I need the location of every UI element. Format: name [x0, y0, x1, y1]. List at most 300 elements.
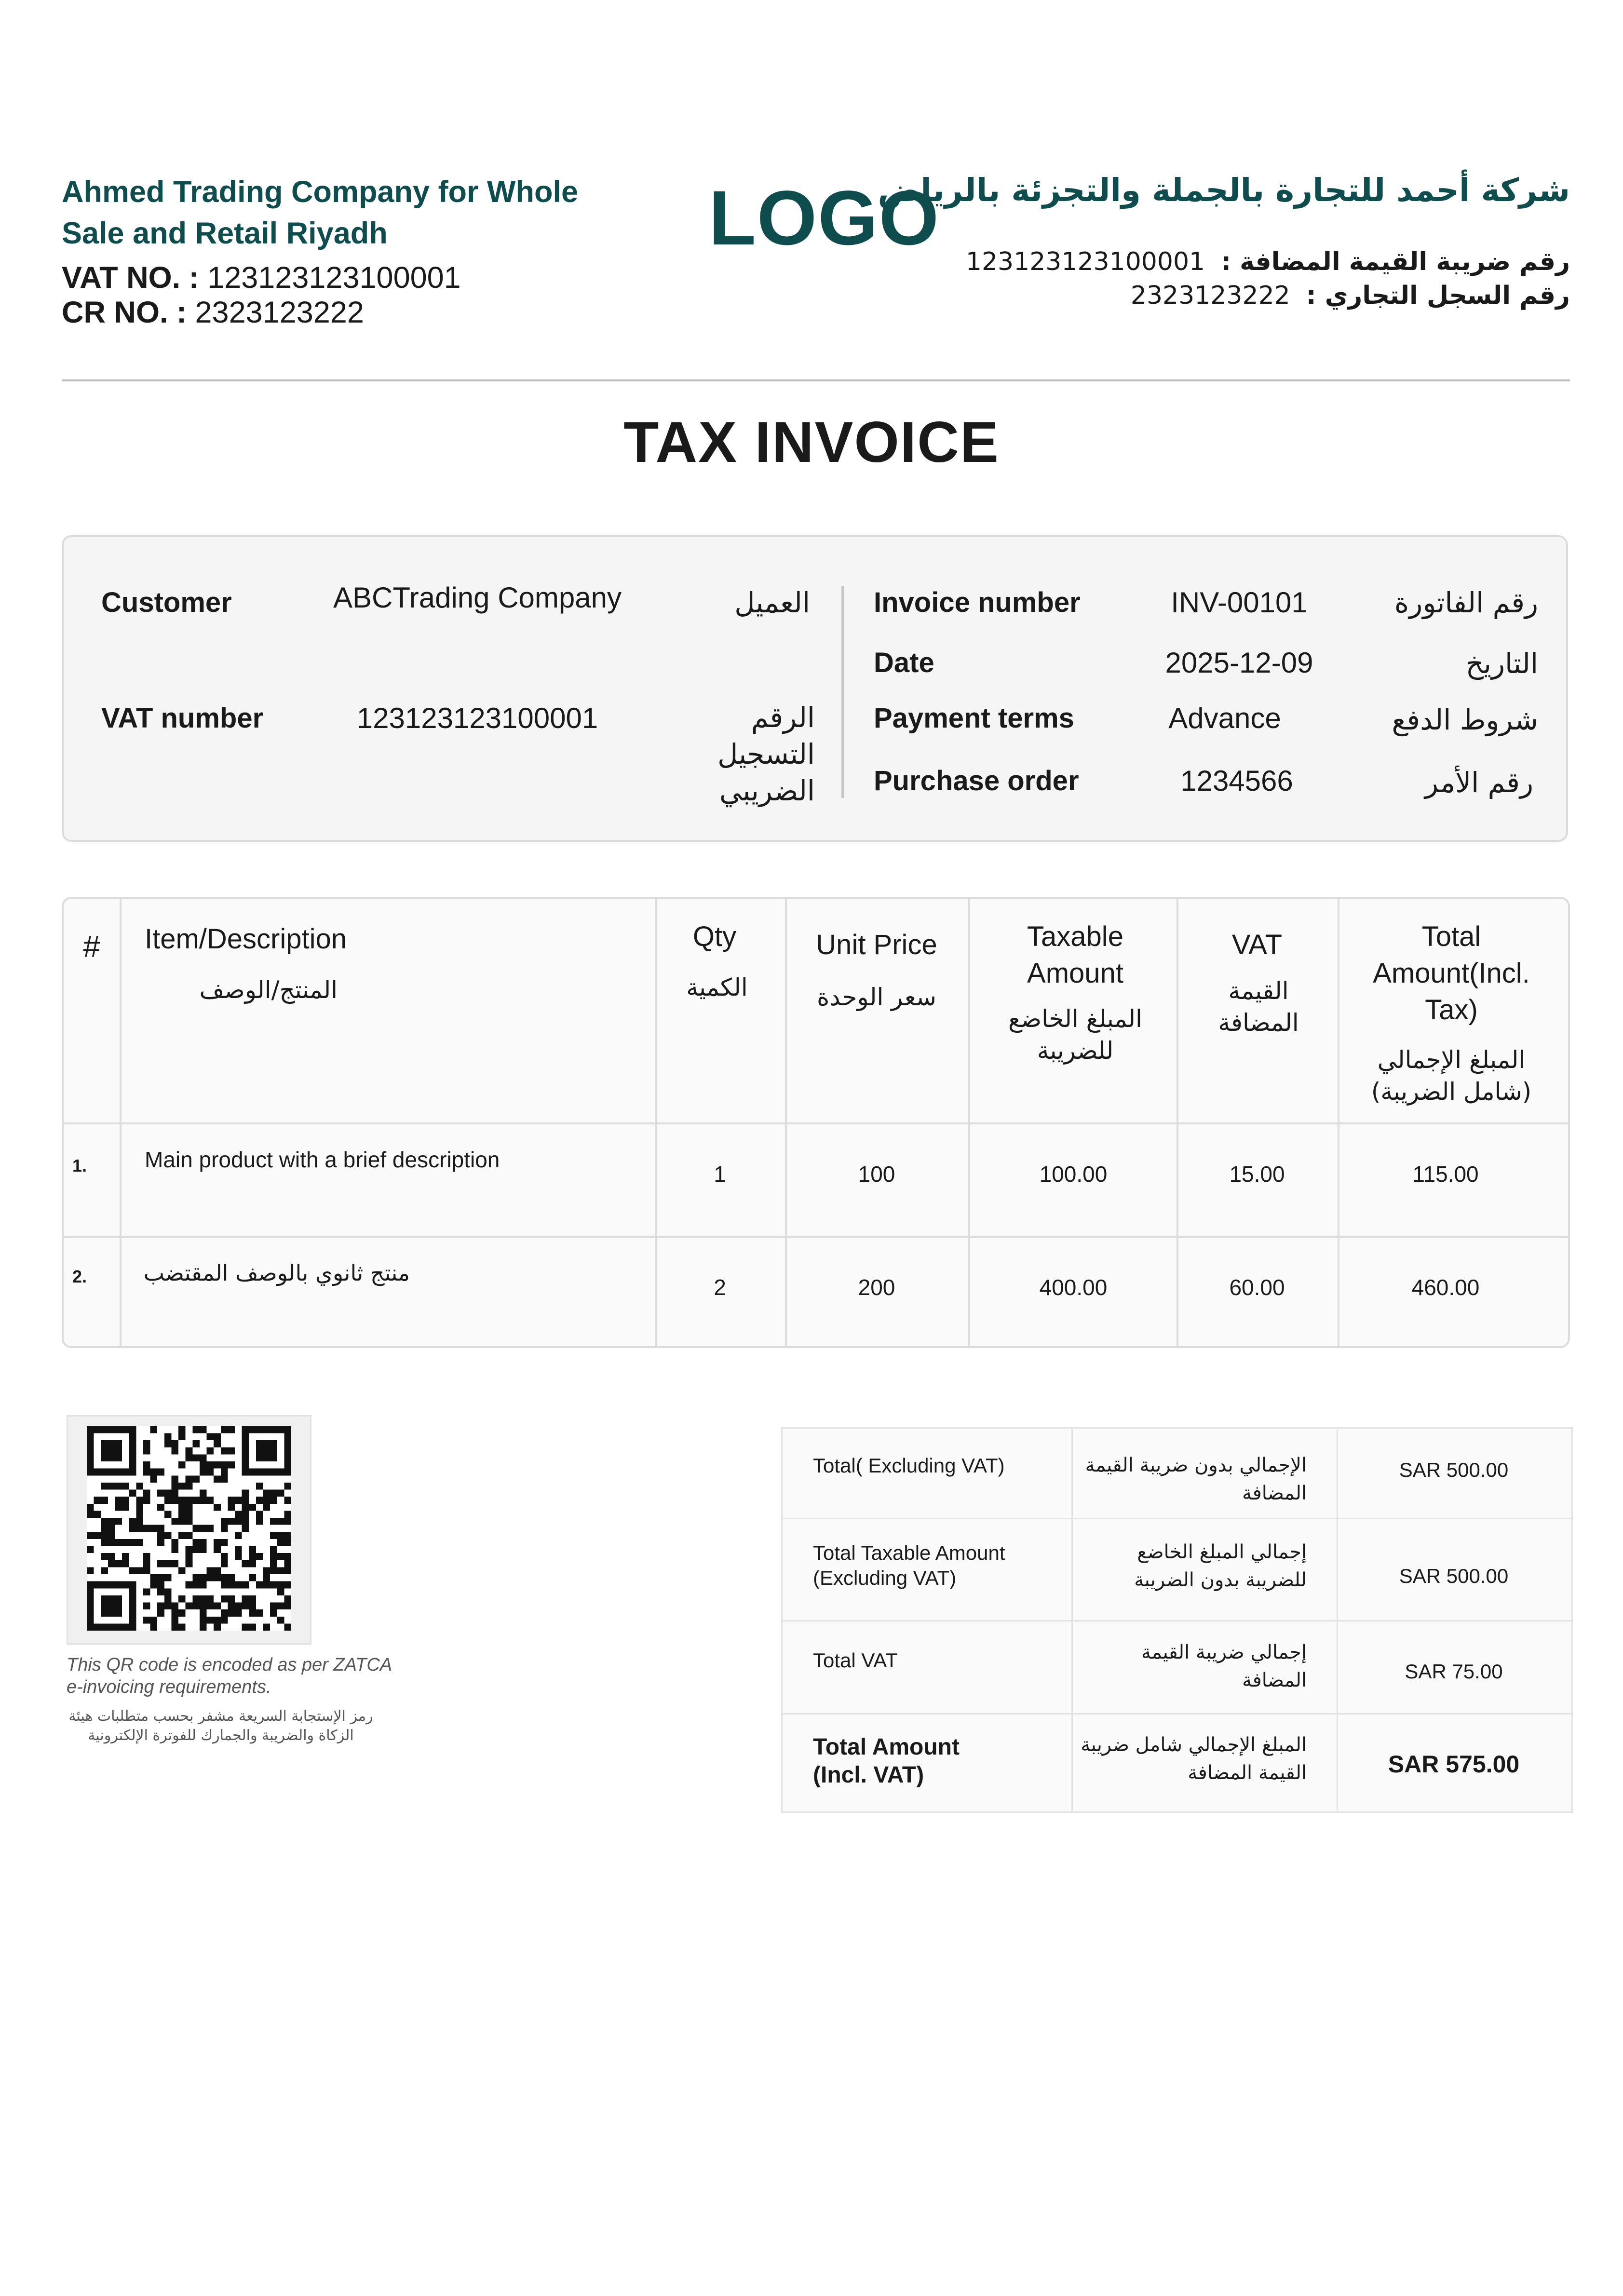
- qr-module: [108, 1454, 115, 1461]
- qr-module: [115, 1609, 122, 1617]
- qr-module: [200, 1623, 207, 1631]
- qr-module: [101, 1497, 108, 1504]
- qr-module: [284, 1454, 291, 1461]
- qr-module: [256, 1447, 263, 1455]
- qr-module: [256, 1426, 263, 1433]
- qr-module: [207, 1595, 214, 1603]
- qr-module: [263, 1497, 270, 1504]
- qr-module: [178, 1609, 186, 1617]
- qr-module: [164, 1532, 172, 1539]
- qr-module: [87, 1426, 94, 1433]
- qr-module: [178, 1623, 186, 1631]
- qr-module: [178, 1518, 186, 1525]
- qr-module: [228, 1581, 235, 1589]
- qr-module: [115, 1623, 122, 1631]
- qr-module: [164, 1511, 172, 1518]
- qr-module: [228, 1518, 235, 1525]
- qr-module: [214, 1546, 221, 1553]
- qr-module: [186, 1553, 193, 1560]
- qr-module: [164, 1595, 172, 1603]
- qr-module: [228, 1603, 235, 1610]
- qr-module: [108, 1560, 115, 1567]
- qr-module: [108, 1447, 115, 1455]
- qr-module: [122, 1504, 129, 1511]
- qr-module: [143, 1447, 150, 1455]
- qr-module: [157, 1490, 164, 1497]
- qr-module: [143, 1603, 150, 1610]
- col-header-total-ar: المبلغ الإجمالي (شامل الضريبة): [1371, 1046, 1532, 1106]
- qr-module: [242, 1518, 249, 1525]
- qr-module: [200, 1454, 207, 1461]
- qr-module: [122, 1426, 129, 1433]
- qr-module: [101, 1539, 108, 1546]
- seller-vat-en: [62, 259, 461, 296]
- qr-module: [108, 1609, 115, 1617]
- purchase-order-label-ar: رقم الأمر: [1424, 766, 1533, 799]
- qr-module: [284, 1603, 291, 1610]
- qr-module: [122, 1581, 129, 1589]
- qr-module: [157, 1581, 164, 1589]
- seller-cr-en: [62, 294, 364, 331]
- qr-module: [207, 1497, 214, 1504]
- col-header-vat: VAT: [1231, 929, 1283, 960]
- qr-module: [221, 1461, 228, 1469]
- qr-module: [136, 1483, 143, 1490]
- qr-module: [101, 1553, 108, 1560]
- qr-module: [207, 1447, 214, 1455]
- qr-module: [270, 1518, 277, 1525]
- qr-module: [108, 1532, 115, 1539]
- qr-module: [164, 1433, 172, 1441]
- qr-module: [192, 1426, 200, 1433]
- qr-module: [242, 1497, 249, 1504]
- qr-module: [284, 1539, 291, 1546]
- cr-number-ar: 2323123222: [1130, 281, 1290, 310]
- qr-module: [221, 1475, 228, 1483]
- qr-module: [256, 1497, 263, 1504]
- seller-cr-ar: [1131, 280, 1570, 311]
- row-divider: [63, 1122, 1569, 1124]
- qr-module: [270, 1581, 277, 1589]
- qr-module: [270, 1609, 277, 1617]
- qr-module: [186, 1511, 193, 1518]
- header-divider: [62, 379, 1570, 381]
- qr-module: [284, 1518, 291, 1525]
- qr-module: [108, 1426, 115, 1433]
- qr-module: [108, 1595, 115, 1603]
- col-header-vat-ar: القيمة المضافة: [1218, 977, 1299, 1037]
- qr-module: [249, 1609, 256, 1617]
- qr-module: [284, 1447, 291, 1455]
- qr-module: [256, 1469, 263, 1476]
- qr-module: [87, 1588, 94, 1595]
- qr-module: [207, 1567, 214, 1574]
- qr-module: [129, 1518, 136, 1525]
- qr-module: [129, 1469, 136, 1476]
- col-header-num: #: [83, 929, 100, 964]
- qr-module: [87, 1511, 94, 1518]
- qr-module: [129, 1426, 136, 1433]
- date-label: Date: [874, 647, 934, 678]
- qr-module: [235, 1609, 242, 1617]
- qr-module: [214, 1504, 221, 1511]
- vat-number-value: 123123123100001: [356, 702, 598, 734]
- qr-module: [115, 1581, 122, 1589]
- qr-module: [178, 1433, 186, 1441]
- qr-module: [150, 1617, 158, 1624]
- date-value: 2025-12-09: [1165, 647, 1313, 679]
- qr-module: [242, 1595, 249, 1603]
- vat-label: VAT NO. :: [62, 261, 199, 295]
- qr-module: [270, 1497, 277, 1504]
- info-divider: [841, 586, 844, 798]
- row-2-qty: 2: [714, 1275, 726, 1300]
- grand-total-value: SAR 575.00: [1388, 1751, 1520, 1778]
- col-header-total: Total Amount(Incl. Tax): [1373, 921, 1530, 1026]
- qr-module: [136, 1497, 143, 1504]
- qr-module: [115, 1518, 122, 1525]
- qr-module: [157, 1532, 164, 1539]
- col-header-item: Item/Description: [145, 923, 347, 955]
- qr-module: [122, 1623, 129, 1631]
- qr-module: [277, 1539, 284, 1546]
- customer-value: ABCTrading Company: [333, 581, 622, 614]
- qr-module: [87, 1461, 94, 1469]
- qr-module: [94, 1532, 101, 1539]
- qr-module: [284, 1553, 291, 1560]
- payment-terms-value: Advance: [1168, 702, 1281, 734]
- qr-note-en: This QR code is encoded as per ZATCA e-invoicing requirements.: [67, 1655, 392, 1697]
- qr-module: [178, 1595, 186, 1603]
- qr-module: [284, 1483, 291, 1490]
- qr-module: [221, 1617, 228, 1624]
- qr-module: [284, 1532, 291, 1539]
- qr-module: [87, 1623, 94, 1631]
- qr-module: [214, 1440, 221, 1447]
- vat-number: 123123123100001: [207, 261, 461, 295]
- qr-module: [242, 1511, 249, 1518]
- date-label-ar: التاريخ: [1465, 647, 1538, 680]
- qr-module: [207, 1617, 214, 1624]
- qr-module: [249, 1560, 256, 1567]
- qr-module: [186, 1518, 193, 1525]
- qr-module: [221, 1518, 228, 1525]
- qr-module: [186, 1475, 193, 1483]
- qr-module: [171, 1483, 178, 1490]
- customer-label: Customer: [101, 587, 232, 618]
- qr-module: [143, 1461, 150, 1469]
- qr-module: [164, 1440, 172, 1447]
- qr-module: [242, 1504, 249, 1511]
- qr-module: [157, 1574, 164, 1581]
- qr-module: [171, 1617, 178, 1624]
- qr-module: [192, 1525, 200, 1532]
- qr-module: [277, 1588, 284, 1595]
- qr-module: [263, 1447, 270, 1455]
- qr-module: [129, 1461, 136, 1469]
- qr-module: [263, 1440, 270, 1447]
- qr-module: [235, 1581, 242, 1589]
- qr-module: [129, 1539, 136, 1546]
- qr-module: [101, 1469, 108, 1476]
- qr-module: [207, 1469, 214, 1476]
- qr-module: [192, 1595, 200, 1603]
- qr-module: [157, 1504, 164, 1511]
- qr-module: [228, 1426, 235, 1433]
- qr-module: [270, 1546, 277, 1553]
- qr-module: [214, 1574, 221, 1581]
- qr-module: [164, 1490, 172, 1497]
- qr-module: [115, 1560, 122, 1567]
- qr-module: [171, 1447, 178, 1455]
- qr-module: [87, 1617, 94, 1624]
- qr-module: [263, 1574, 270, 1581]
- qr-module: [277, 1532, 284, 1539]
- qr-module: [263, 1504, 270, 1511]
- col-header-unit-price-ar: سعر الوحدة: [817, 983, 936, 1011]
- row-2-total: 460.00: [1411, 1275, 1480, 1300]
- qr-module: [235, 1603, 242, 1610]
- qr-module: [192, 1440, 200, 1447]
- qr-module: [136, 1511, 143, 1518]
- qr-module: [87, 1603, 94, 1610]
- qr-module: [200, 1581, 207, 1589]
- qr-module: [242, 1433, 249, 1441]
- qr-module: [256, 1609, 263, 1617]
- total-taxable-value: SAR 500.00: [1399, 1565, 1509, 1587]
- qr-module: [242, 1490, 249, 1497]
- qr-module: [186, 1497, 193, 1504]
- qr-module: [129, 1567, 136, 1574]
- qr-module: [115, 1447, 122, 1455]
- qr-module: [108, 1623, 115, 1631]
- qr-module: [186, 1603, 193, 1610]
- qr-module: [115, 1539, 122, 1546]
- qr-module: [284, 1567, 291, 1574]
- qr-module: [87, 1433, 94, 1441]
- qr-module: [228, 1609, 235, 1617]
- qr-module: [164, 1588, 172, 1595]
- qr-module: [150, 1426, 158, 1433]
- col-header-taxable-ar: المبلغ الخاضع للضريبة: [1008, 1005, 1142, 1065]
- qr-module: [122, 1553, 129, 1560]
- row-2-unit-price: 200: [858, 1275, 895, 1300]
- qr-module: [171, 1539, 178, 1546]
- qr-module: [143, 1617, 150, 1624]
- qr-module: [277, 1469, 284, 1476]
- qr-module: [186, 1546, 193, 1553]
- cr-label-ar: رقم السجل التجاري :: [1306, 281, 1570, 310]
- qr-module: [94, 1469, 101, 1476]
- qr-module: [242, 1603, 249, 1610]
- qr-module: [171, 1623, 178, 1631]
- qr-module: [164, 1603, 172, 1610]
- qr-module: [207, 1574, 214, 1581]
- qr-module: [228, 1497, 235, 1504]
- payment-terms-label-ar: شروط الدفع: [1392, 703, 1538, 736]
- qr-module: [221, 1553, 228, 1560]
- qr-module: [108, 1581, 115, 1589]
- qr-module: [207, 1433, 214, 1441]
- qr-module: [136, 1518, 143, 1525]
- qr-module: [143, 1588, 150, 1595]
- qr-module: [164, 1574, 172, 1581]
- qr-module: [171, 1603, 178, 1610]
- qr-module: [171, 1609, 178, 1617]
- qr-module: [263, 1426, 270, 1433]
- row-1-total: 115.00: [1412, 1162, 1479, 1187]
- qr-module: [284, 1560, 291, 1567]
- qr-module: [87, 1447, 94, 1455]
- qr-module: [221, 1581, 228, 1589]
- qr-module: [171, 1560, 178, 1567]
- qr-module: [270, 1440, 277, 1447]
- qr-module: [101, 1440, 108, 1447]
- qr-module: [242, 1447, 249, 1455]
- qr-module: [186, 1447, 193, 1455]
- qr-module: [101, 1447, 108, 1455]
- qr-module: [129, 1603, 136, 1610]
- qr-module: [94, 1581, 101, 1589]
- qr-module: [249, 1426, 256, 1433]
- qr-module: [136, 1525, 143, 1532]
- qr-module: [143, 1440, 150, 1447]
- qr-module: [270, 1490, 277, 1497]
- qr-module: [178, 1461, 186, 1469]
- col-header-taxable: Taxable Amount: [1027, 921, 1123, 989]
- qr-module: [228, 1595, 235, 1603]
- qr-module: [87, 1595, 94, 1603]
- qr-module: [214, 1567, 221, 1574]
- qr-module: [129, 1617, 136, 1624]
- purchase-order-value: 1234566: [1180, 765, 1293, 797]
- invoice-number-label-ar: رقم الفاتورة: [1394, 586, 1538, 619]
- qr-module: [284, 1623, 291, 1631]
- invoice-number-label: Invoice number: [874, 587, 1081, 618]
- qr-module: [270, 1447, 277, 1455]
- qr-module: [129, 1490, 136, 1497]
- qr-module: [214, 1461, 221, 1469]
- qr-module: [186, 1581, 193, 1589]
- row-1-item: Main product with a brief description: [145, 1147, 500, 1172]
- qr-module: [186, 1532, 193, 1539]
- qr-module: [192, 1546, 200, 1553]
- total-excl-vat-label: Total( Excluding VAT): [813, 1454, 1005, 1477]
- qr-module: [164, 1560, 172, 1567]
- qr-module: [270, 1603, 277, 1610]
- qr-module: [122, 1497, 129, 1504]
- qr-module: [150, 1469, 158, 1476]
- qr-module: [87, 1609, 94, 1617]
- row-1-vat: 15.00: [1229, 1162, 1285, 1187]
- qr-module: [207, 1603, 214, 1610]
- qr-module: [284, 1461, 291, 1469]
- qr-module: [192, 1454, 200, 1461]
- qr-module: [150, 1574, 158, 1581]
- qr-module: [108, 1469, 115, 1476]
- qr-module: [157, 1609, 164, 1617]
- qr-module: [200, 1461, 207, 1469]
- qr-module: [129, 1525, 136, 1532]
- qr-module: [108, 1483, 115, 1490]
- qr-module: [87, 1532, 94, 1539]
- qr-module: [242, 1560, 249, 1567]
- qr-module: [115, 1469, 122, 1476]
- qr-module: [221, 1539, 228, 1546]
- qr-module: [192, 1475, 200, 1483]
- qr-module: [171, 1475, 178, 1483]
- qr-module: [178, 1567, 186, 1574]
- purchase-order-label: Purchase order: [874, 765, 1079, 797]
- qr-module: [101, 1623, 108, 1631]
- qr-module: [200, 1546, 207, 1553]
- totals-row-divider: [782, 1620, 1572, 1621]
- qr-module: [256, 1454, 263, 1461]
- row-divider: [63, 1236, 1569, 1238]
- qr-module: [277, 1603, 284, 1610]
- qr-module: [94, 1511, 101, 1518]
- qr-module: [228, 1461, 235, 1469]
- qr-module: [263, 1469, 270, 1476]
- qr-module: [129, 1433, 136, 1441]
- qr-module: [284, 1440, 291, 1447]
- qr-module: [94, 1623, 101, 1631]
- qr-module: [249, 1574, 256, 1581]
- qr-module: [108, 1518, 115, 1525]
- row-1-num: 1.: [72, 1156, 87, 1175]
- total-excl-vat-value: SAR 500.00: [1399, 1459, 1509, 1481]
- qr-module: [186, 1483, 193, 1490]
- qr-module: [101, 1483, 108, 1490]
- col-header-qty-ar: الكمية: [686, 973, 748, 1001]
- qr-module: [256, 1511, 263, 1518]
- qr-module: [87, 1504, 94, 1511]
- qr-module: [143, 1490, 150, 1497]
- qr-module: [284, 1469, 291, 1476]
- col-header-qty: Qty: [692, 921, 737, 952]
- qr-module: [136, 1539, 143, 1546]
- qr-module: [277, 1490, 284, 1497]
- qr-module: [221, 1595, 228, 1603]
- qr-module: [186, 1454, 193, 1461]
- qr-module: [192, 1497, 200, 1504]
- qr-module: [214, 1433, 221, 1441]
- qr-module: [221, 1469, 228, 1476]
- qr-module: [249, 1553, 256, 1560]
- qr-module: [108, 1553, 115, 1560]
- row-2-item: منتج ثانوي بالوصف المقتضب: [143, 1260, 410, 1286]
- qr-module: [277, 1567, 284, 1574]
- qr-module: [143, 1525, 150, 1532]
- qr-module: [284, 1511, 291, 1518]
- qr-module: [87, 1581, 94, 1589]
- qr-module: [214, 1539, 221, 1546]
- cr-number: 2323123222: [195, 296, 364, 329]
- qr-module: [249, 1504, 256, 1511]
- qr-module: [143, 1469, 150, 1476]
- qr-module: [270, 1560, 277, 1567]
- qr-module: [192, 1603, 200, 1610]
- grand-total-label: Total Amount (Incl. VAT): [813, 1734, 960, 1788]
- qr-module: [249, 1595, 256, 1603]
- qr-module: [101, 1595, 108, 1603]
- total-vat-label-ar: إجمالي ضريبة القيمة المضافة: [1141, 1641, 1307, 1691]
- grand-total-label-ar: المبلغ الإجمالي شامل ضريبة القيمة المضافة: [1081, 1734, 1307, 1784]
- qr-module: [178, 1483, 186, 1490]
- seller-name-ar: شركة أحمد للتجارة بالجملة والتجزئة بالرياض: [878, 172, 1570, 209]
- payment-terms-label: Payment terms: [874, 702, 1074, 734]
- qr-module: [284, 1433, 291, 1441]
